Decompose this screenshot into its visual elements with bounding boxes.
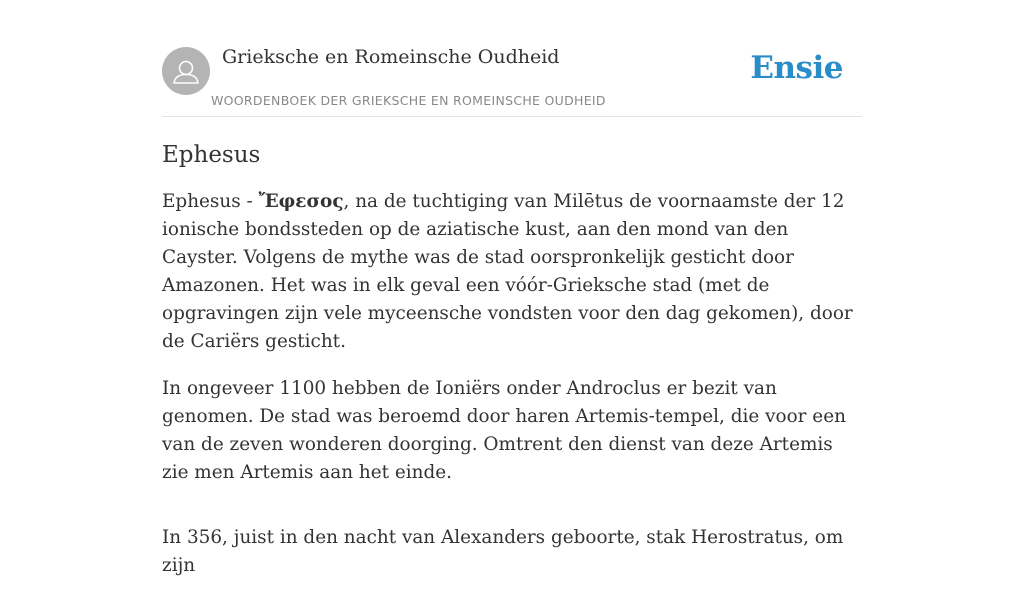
ensie-logo[interactable]: Ensie	[750, 50, 843, 86]
article-paragraph: In ongeveer 1100 hebben de Ioniërs onder Androclus er bezit van genomen. De stad was beroemd door haren Artemis-tempel, die voor een van de zeven wonderen doorging. Omtrent den dienst van deze Artemis zie men Artemis aan het einde.	[162, 378, 846, 483]
paragraph-lead: Ephesus -	[162, 191, 259, 212]
source-title[interactable]: Grieksche en Romeinsche Oudheid	[222, 46, 560, 68]
article-paragraph	[162, 188, 862, 356]
site-header	[162, 0, 862, 117]
article	[162, 138, 862, 599]
greek-term: Ἔφεσος	[258, 191, 344, 212]
source-subtitle[interactable]: WOORDENBOEK DER GRIEKSCHE EN ROMEINSCHE OUDHEID	[211, 93, 606, 108]
paragraph-text: , na de tuchtiging van Milētus de voornaamste der 12 ionische bondssteden op de aziatische kust, aan den mond van den Cayster. Volgens de mythe was de stad oorspronkelijk gesticht door Amazonen. Het was in elk geval een vóór-Grieksche stad (met de opgravingen zijn vele myceensche vondsten voor den dag gekomen), door de Cariërs gesticht.	[162, 191, 853, 352]
source-avatar[interactable]	[162, 47, 210, 95]
user-icon	[162, 47, 210, 95]
article-title: Ephesus	[162, 142, 261, 168]
article-paragraph: In 356, juist in den nacht van Alexanders geboorte, stak Herostratus, om zijn	[162, 527, 844, 576]
